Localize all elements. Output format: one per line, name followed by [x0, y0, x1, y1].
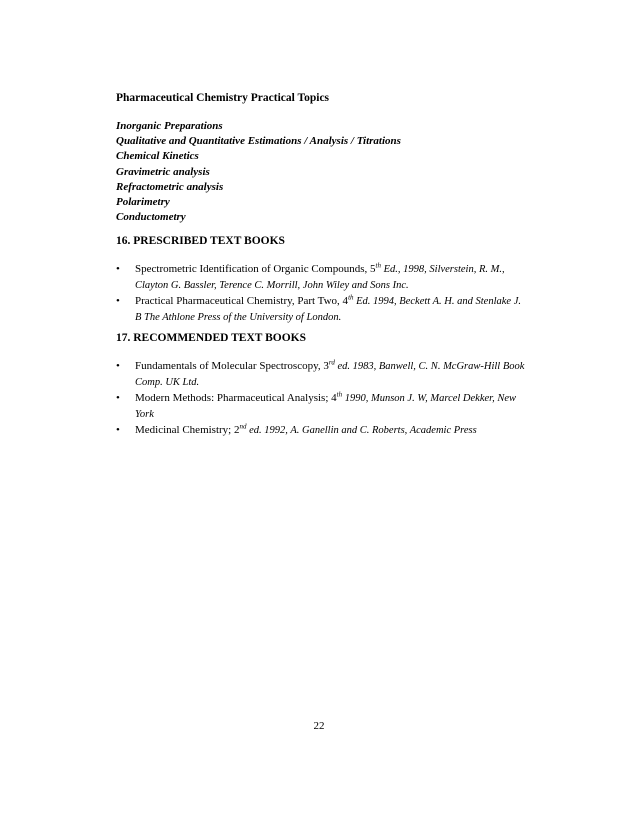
book-title: Fundamentals of Molecular Spectroscopy, 3	[135, 360, 329, 372]
book-details: ed. 1983, Banwell, C. N. McGraw-Hill Book Comp. UK Ltd.	[135, 361, 525, 388]
book-item	[116, 294, 526, 325]
bullet-icon: •	[116, 263, 120, 275]
book-title: Modern Methods: Pharmaceutical Analysis; 4	[135, 392, 337, 404]
prescribed-books-heading: 16. PRESCRIBED TEXT BOOKS	[116, 235, 285, 247]
book-edition-sup: th	[375, 261, 381, 270]
topic-item: Polarimetry	[116, 196, 170, 209]
bullet-icon: •	[116, 360, 120, 372]
book-details: Ed. 1994, Beckett A. H. and Stenlake J. B The Athlone Press of the University of London.	[135, 296, 521, 323]
bullet-icon: •	[116, 392, 120, 404]
topic-item: Gravimetric analysis	[116, 165, 210, 178]
topic-item: Inorganic Preparations	[116, 120, 223, 132]
book-edition-sup: nd	[239, 422, 247, 431]
topic-item: Qualitative and Quantitative Estimations / Analysis / Titrations	[116, 135, 401, 148]
topic-item: Chemical Kinetics	[116, 150, 199, 163]
book-details: 1990, Munson J. W, Marcel Dekker, New York	[135, 393, 516, 420]
book-details: Ed., 1998, Silverstein, R. M., Clayton G. Bassler, Terence C. Morrill, John Wiley and Sons Inc.	[135, 264, 505, 291]
practical-topics-title: Pharmaceutical Chemistry Practical Topics	[116, 92, 330, 104]
practical-topics-list	[116, 119, 536, 225]
book-item	[116, 423, 526, 439]
book-item	[116, 359, 526, 390]
book-edition-sup: rd	[328, 358, 335, 367]
recommended-books-list	[116, 359, 526, 440]
book-title: Spectrometric Identification of Organic Compounds, 5	[135, 263, 376, 275]
book-item	[116, 262, 526, 293]
bullet-icon: •	[116, 295, 120, 307]
topic-item: Conductometry	[116, 211, 186, 224]
book-item	[116, 391, 526, 422]
book-title: Medicinal Chemistry; 2	[135, 424, 240, 436]
book-title: Practical Pharmaceutical Chemistry, Part Two, 4	[135, 295, 349, 307]
book-details: ed. 1992, A. Ganellin and C. Roberts, Academic Press	[246, 425, 477, 436]
prescribed-books-list	[116, 262, 526, 326]
bullet-icon: •	[116, 424, 120, 436]
book-edition-sup: th	[348, 293, 354, 302]
page-number: 22	[313, 720, 325, 732]
recommended-books-heading: 17. RECOMMENDED TEXT BOOKS	[116, 332, 306, 344]
topic-item: Refractometric analysis	[116, 180, 224, 193]
book-edition-sup: th	[336, 390, 343, 399]
